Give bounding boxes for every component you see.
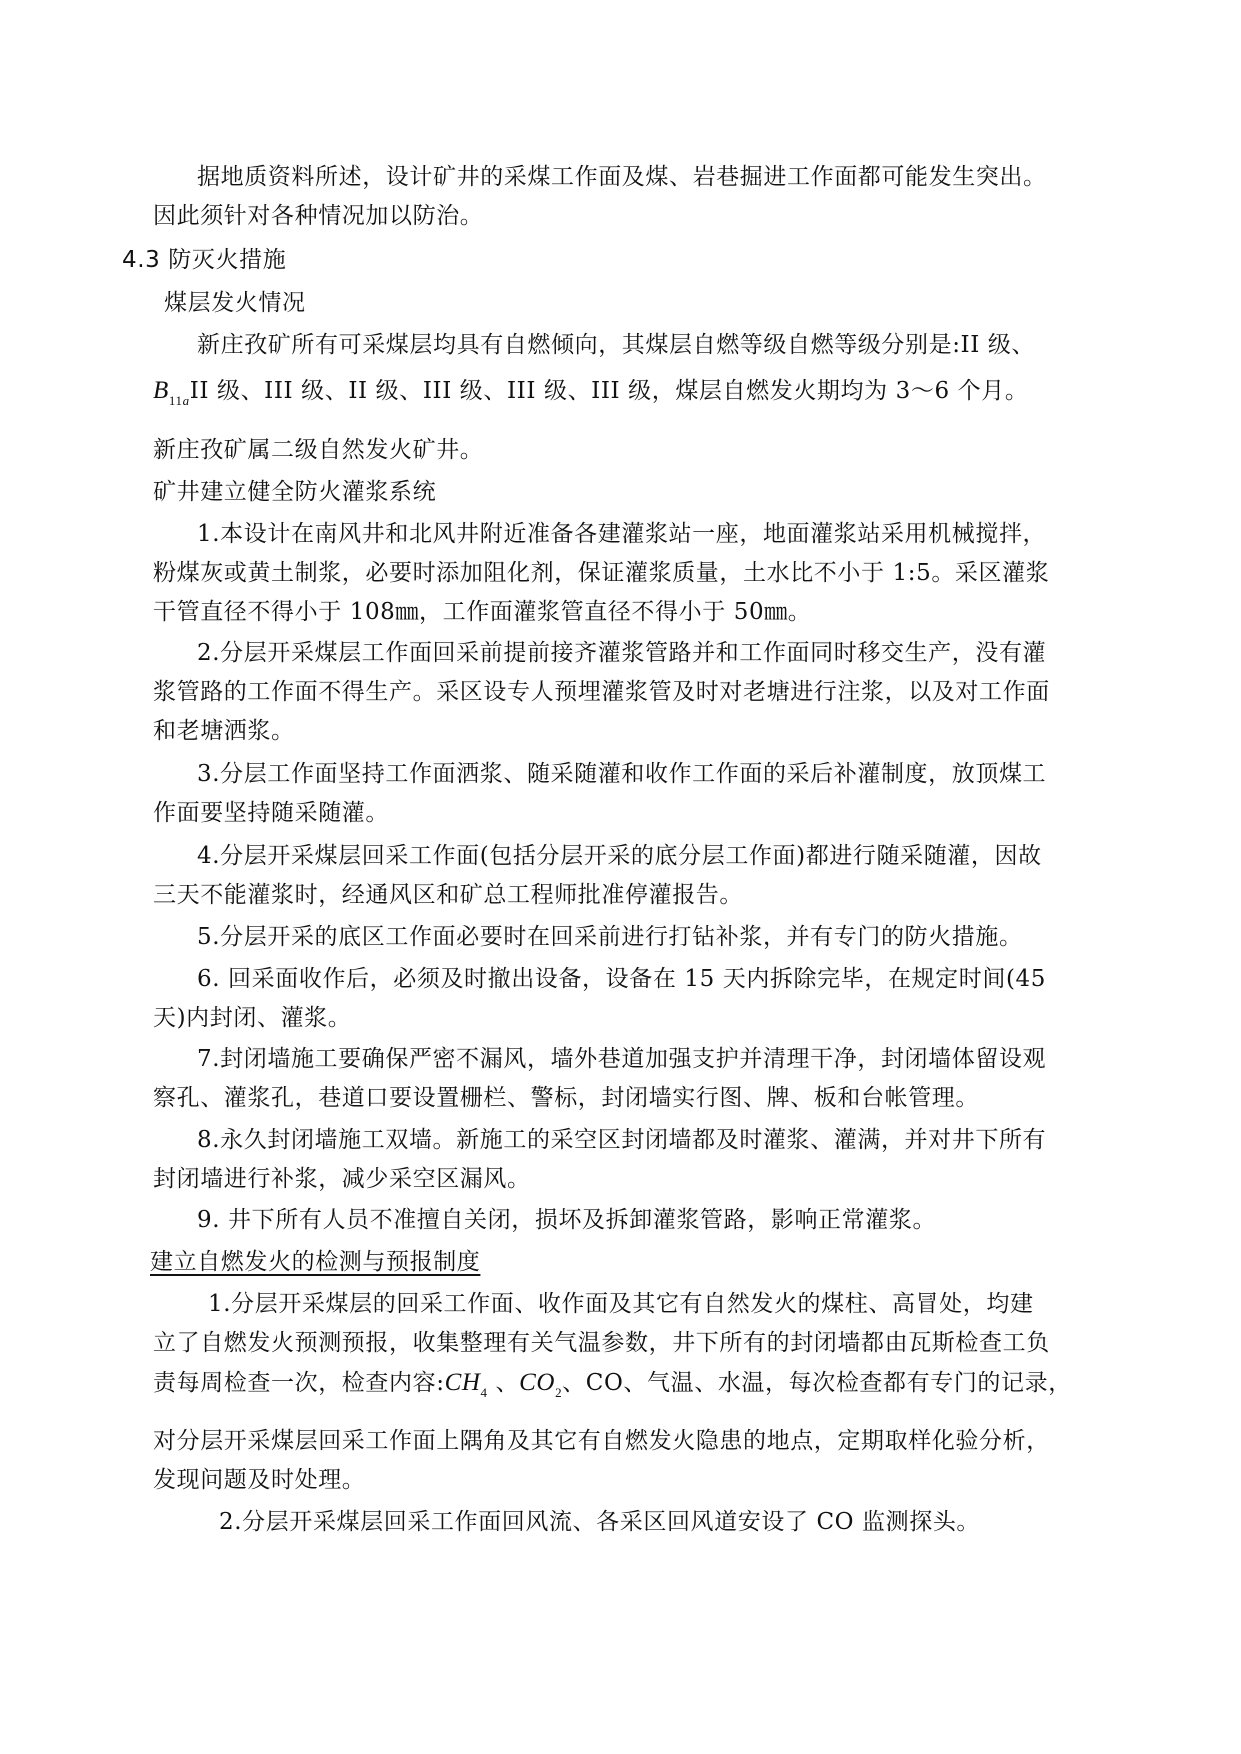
list-item-line: 天)内封闭、灌浆。 [153,1005,352,1031]
paragraph-line [153,1369,1072,1400]
list-item-line: 封闭墙进行补浆，减少采空区漏风。 [153,1166,531,1192]
list-item-line: 粉煤灰或黄土制浆，必要时添加阻化剂，保证灌浆质量，土水比不小于 1:5。采区灌浆 [153,560,1050,586]
methane-subscript: 4 [480,1385,488,1400]
paragraph-line: 2.分层开采煤层回采工作面回风流、各采区回风道安设了 CO 监测探头。 [219,1509,981,1535]
list-item-line: 9. 井下所有人员不准擅自关闭，损坏及拆卸灌浆管路，影响正常灌浆。 [197,1207,937,1233]
paragraph-line: 因此须针对各种情况加以防治。 [153,203,484,229]
list-item-line: 8.永久封闭墙施工双墙。新施工的采空区封闭墙都及时灌浆、灌满，并对井下所有 [197,1127,1047,1153]
section-heading: 4.3 防灭火措施 [122,247,287,273]
coal-seam-subscript-number: 11 [168,393,183,408]
subsection-heading: 建立自燃发火的检测与预报制度 [150,1249,481,1275]
list-item-line: 4.分层开采煤层回采工作面(包括分层开采的底分层工作面)都进行随采随灌，因故 [197,843,1042,869]
paragraph-line: 立了自燃发火预测预报，收集整理有关气温参数，井下所有的封闭墙都由瓦斯检查工负 [153,1330,1050,1356]
paragraph-text: 责每周检查一次，检查内容: [153,1370,445,1396]
subsection-heading: 矿井建立健全防火灌浆系统 [153,479,437,505]
paragraph-line: 新庄孜矿属二级自然发火矿井。 [153,437,484,463]
list-item-line: 浆管路的工作面不得生产。采区设专人预埋灌浆管及时对老塘进行注浆，以及对工作面 [153,679,1050,705]
paragraph-line [153,377,1028,408]
carbon-dioxide-formula: CO [519,1369,556,1396]
list-item-line: 三天不能灌浆时，经通风区和矿总工程师批准停灌报告。 [153,882,743,908]
list-item-line: 2.分层开采煤层工作面回采前提前接齐灌浆管路并和工作面同时移交生产，没有灌 [197,640,1047,666]
coal-seam-subscript-letter: a [182,393,190,408]
paragraph-line: 据地质资料所述，设计矿井的采煤工作面及煤、岩巷掘进工作面都可能发生突出。 [197,164,1047,190]
list-item-line: 3.分层工作面坚持工作面洒浆、随采随灌和收作工作面的采后补灌制度，放顶煤工 [197,761,1047,787]
list-item-line: 7.封闭墙施工要确保严密不漏风，墙外巷道加强支护并清理干净，封闭墙体留设观 [197,1046,1047,1072]
carbon-dioxide-subscript: 2 [555,1385,563,1400]
list-item-line: 干管直径不得小于 108㎜，工作面灌浆管直径不得小于 50㎜。 [153,599,812,625]
coal-seam-symbol: B [153,377,169,404]
separator: 、 [487,1370,520,1396]
list-item-line: 作面要坚持随采随灌。 [153,800,389,826]
paragraph-line: 新庄孜矿所有可采煤层均具有自燃倾向，其煤层自燃等级自燃等级分别是:II 级、 [197,332,1036,358]
paragraph-text: 、CO、气温、水温，每次检查都有专门的记录， [562,1370,1072,1396]
methane-formula: CH [444,1369,481,1396]
paragraph-line: 1.分层开采煤层的回采工作面、收作面及其它有自然发火的煤柱、高冒处，均建 [208,1291,1034,1317]
list-item-line: 5.分层开采的底区工作面必要时在回采前进行打钻补浆，并有专门的防火措施。 [197,924,1023,950]
subsection-heading: 煤层发火情况 [164,290,306,316]
list-item-line: 6. 回采面收作后，必须及时撤出设备，设备在 15 天内拆除完毕，在规定时间(45 [197,966,1046,992]
list-item-line: 察孔、灌浆孔，巷道口要设置栅栏、警标，封闭墙实行图、牌、板和台帐管理。 [153,1085,979,1111]
paragraph-line: 发现问题及时处理。 [153,1467,366,1493]
list-item-line: 1.本设计在南风井和北风井附近准备各建灌浆站一座，地面灌浆站采用机械搅拌， [197,521,1047,547]
paragraph-line: 对分层开采煤层回采工作面上隅角及其它有自燃发火隐患的地点，定期取样化验分析， [153,1428,1050,1454]
list-item-line: 和老塘洒浆。 [153,718,295,744]
paragraph-text: II 级、III 级、II 级、III 级、III 级、III 级，煤层自燃发火期均为 3～6 个月。 [189,378,1029,404]
